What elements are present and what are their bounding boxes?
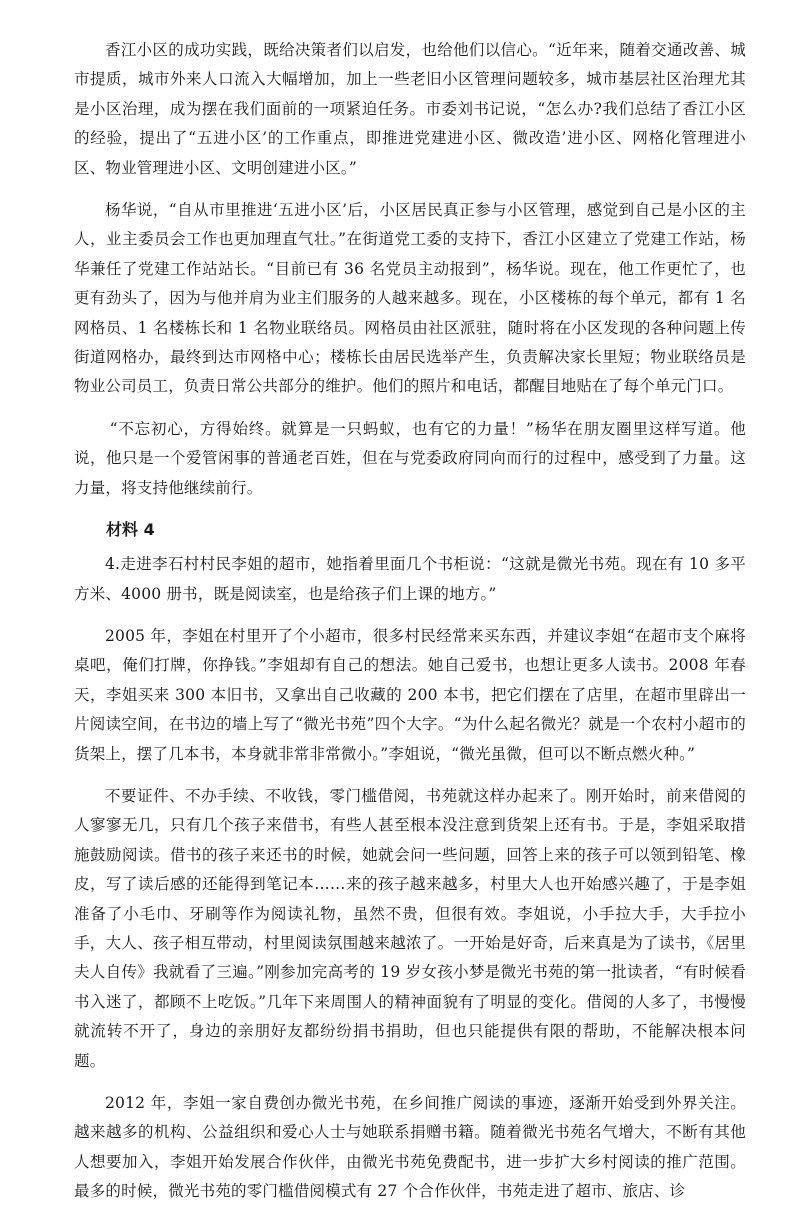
paragraph-2012-expansion: 2012 年，李姐一家自费创办微光书苑，在乡间推广阅读的事迹，逐渐开始受到外界关注。越来越多的机构、公益组织和爱心人士与她联系捐赠书籍。随着微光书苑名气增大，不断有其他人想要加入，李姐开始发展合作伙伴，由微光书苑免费配书，进一步扩大乡村阅读的推广范围。最多的时候，微光书苑的零门槛借阅模式有 27 个合作伙伴，书苑走进了超市、旅店、诊 xyxy=(74,1094,746,1201)
paragraph-initial-aspiration: “不忘初心，方得始终。就算是一只蚂蚁，也有它的力量！”杨华在朋友圈里这样写道。他说，他只是一个爱管闲事的普通老百姓，但在与党委政府同向而行的过程中，感受到了力量。这力量，将支持他继续前行。 xyxy=(74,419,746,497)
section-heading: 材料 4 xyxy=(106,520,155,540)
document-page xyxy=(74,36,746,1220)
paragraph-yanghua-statement: 杨华说，“自从市里推进‘五进小区’后，小区居民真正参与小区管理，感觉到自己是小区的主人，业主委员会工作也更加理直气壮。”在街道党工委的支持下，香江小区建立了党建工作站，杨华兼任了党建工作站站长。“目前已有 36 名党员主动报到”，杨华说。现在，他工作更忙了，也更有劲头了，因为与他并肩为业主们服务的人越来越多。现在，小区楼栋的每个单元，都有 1 名网格员、1 名楼栋长和 1 名物业联络员。网格员由社区派驻，随时将在小区发现的各种问题上传街道网格办，最终到达市网格中心；楼栋长由居民选举产生，负责解决家长里短；物业联络员是物业公司员工，负责日常公共部分的维护。他们的照片和电话，都醒目地贴在了每个单元门口。 xyxy=(74,201,746,396)
paragraph-weiguang-intro: 4.走进李石村村民李姐的超市，她指着里面几个书柜说：“这就是微光书苑。现在有 10 多平方米、4000 册书，既是阅读室，也是给孩子们上课的地方。” xyxy=(74,555,746,603)
paragraph-supermarket-2005: 2005 年，李姐在村里开了个小超市，很多村民经常来买东西，并建议李姐“在超市支个麻将桌吧，俺们打牌，你挣钱。”李姐却有自己的想法。她自己爱书，也想让更多人读书。2008 年春天，李姐买来 300 本旧书，又拿出自己收藏的 200 本书，把它们摆在了店里，在超市里辟出一片阅读空间，在书边的墙上写了“微光书苑”四个大字。“为什么起名微光？就是一个农村小超市的货架上，摆了几本书，本身就非常非常微小。”李姐说，“微光虽微，但可以不断点燃火种。” xyxy=(74,626,746,763)
paragraph-zero-threshold: 不要证件、不办手续、不收钱，零门槛借阅，书苑就这样办起来了。刚开始时，前来借阅的人寥寥无几，只有几个孩子来借书，有些人甚至根本没注意到货架上还有书。于是，李姐采取措施鼓励阅读。借书的孩子来还书的时候，她就会问一些问题，回答上来的孩子可以领到铅笔、橡皮，写了读后感的还能得到笔记本……来的孩子越来越多，村里大人也开始感兴趣了，于是李姐准备了小毛巾、牙刷等作为阅读礼物，虽然不贵，但很有效。李姐说，小手拉大手，大手拉小手，大人、孩子相互带动，村里阅读氛围越来越浓了。一开始是好奇，后来真是为了读书，《居里夫人自传》我就看了三遍。”刚参加完高考的 19 岁女孩小梦是微光书苑的第一批读者，“有时候看书入迷了，都顾不上吃饭。”几年下来周围人的精神面貌有了明显的变化。借阅的人多了，书慢慢就流转不开了，身边的亲朋好友都纷纷捐书捐助，但也只能提供有限的帮助，不能解决根本问题。 xyxy=(74,786,746,1070)
paragraph-xiangjiang-practice: 香江小区的成功实践，既给决策者们以启发，也给他们以信心。“近年来，随着交通改善、城市提质，城市外来人口流入大幅增加，加上一些老旧小区管理问题较多，城市基层社区治理尤其是小区治理，成为摆在我们面前的一项紧迫任务。市委刘书记说，“怎么办?我们总结了香江小区的经验，提出了“五进小区’的工作重点，即推进党建进小区、微改造’进小区、网格化管理进小区、物业管理进小区、文明创建进小区。” xyxy=(74,41,746,177)
